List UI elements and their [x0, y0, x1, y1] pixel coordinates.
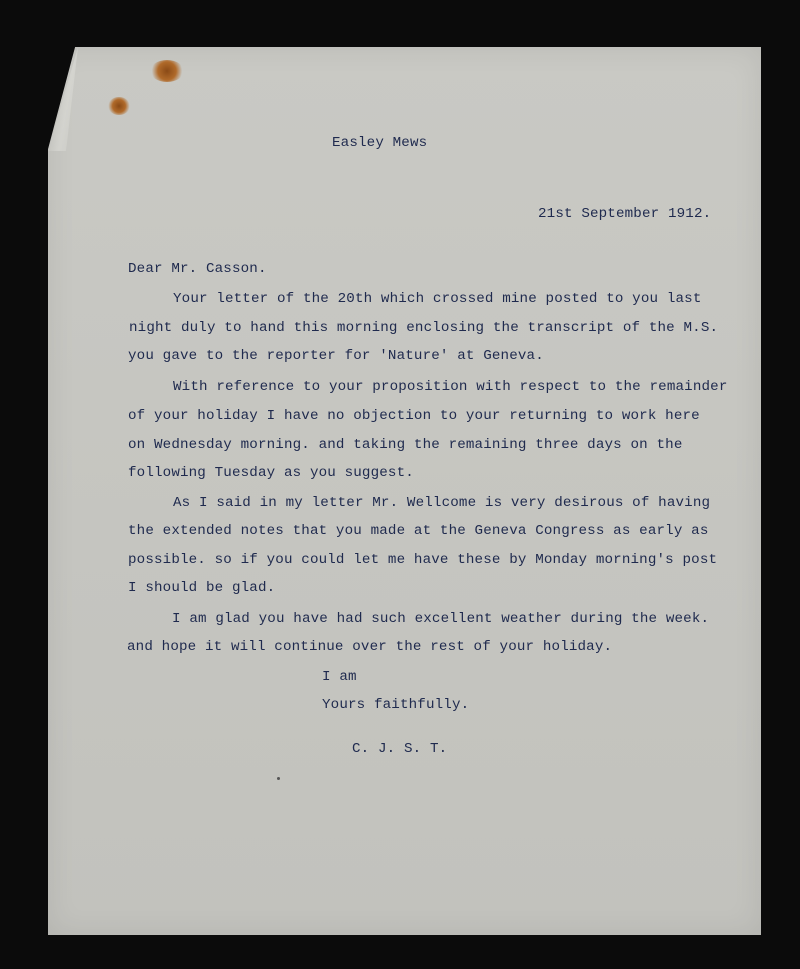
- letter-date: 21st September 1912.: [538, 206, 712, 222]
- body-line: With reference to your proposition with respect to the remainder: [173, 379, 728, 395]
- body-line: possible. so if you could let me have these by Monday morning's post: [128, 552, 718, 568]
- body-line: on Wednesday morning. and taking the remaining three days on the: [128, 437, 683, 453]
- salutation: Dear Mr. Casson.: [128, 261, 267, 277]
- body-line: I should be glad.: [128, 580, 276, 596]
- body-line: As I said in my letter Mr. Wellcome is very desirous of having: [173, 495, 711, 511]
- body-line: Your letter of the 20th which crossed mine posted to you last: [173, 291, 702, 307]
- body-line: of your holiday I have no objection to your returning to work here: [128, 408, 700, 424]
- body-line: night duly to hand this morning enclosing the transcript of the M.S.: [129, 320, 719, 336]
- rust-stain-1: [150, 60, 184, 82]
- closing-line: I am: [322, 669, 357, 685]
- body-line: following Tuesday as you suggest.: [128, 465, 414, 481]
- body-line: I am glad you have had such excellent weather during the week.: [172, 611, 710, 627]
- closing-valediction: Yours faithfully.: [322, 697, 470, 713]
- paper-speck: [277, 777, 280, 780]
- signature-initials: C. J. S. T.: [352, 741, 448, 757]
- body-line: the extended notes that you made at the Geneva Congress as early as: [128, 523, 709, 539]
- body-line: you gave to the reporter for 'Nature' at Geneva.: [128, 348, 544, 364]
- sender-address: Easley Mews: [332, 135, 428, 151]
- rust-stain-2: [108, 97, 130, 115]
- body-line: and hope it will continue over the rest of your holiday.: [127, 639, 613, 655]
- letter-paper: [48, 47, 761, 935]
